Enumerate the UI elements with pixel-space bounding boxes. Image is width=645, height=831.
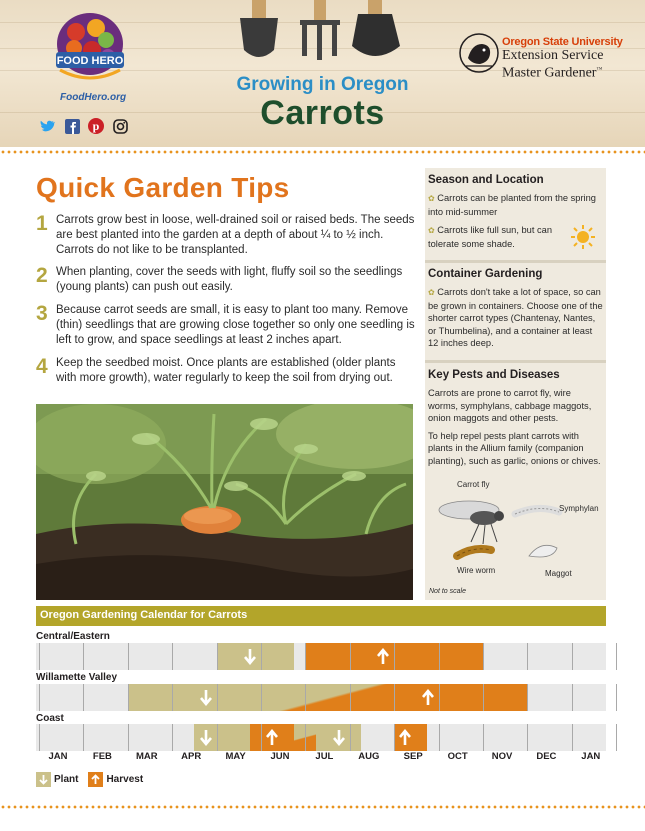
sun-icon [570, 224, 596, 250]
month-divider [39, 643, 40, 670]
season-bullet: ✿ Carrots like full sun, but can tolerate some shade. [428, 225, 553, 249]
month-label: NOV [491, 751, 513, 762]
tip-number: 4 [36, 355, 48, 378]
month-label: JUN [270, 751, 290, 762]
pests-companion-text: To help repel pests plant carrots with plants in the Allium family (companion planting), such as garlic, onions or chives. [428, 430, 601, 466]
header-subtitle: Growing in Oregon [236, 74, 409, 95]
star-icon: ✿ [428, 194, 435, 203]
month-divider [572, 643, 573, 670]
month-divider [572, 684, 573, 711]
calendar-title: Oregon Gardening Calendar for Carrots [40, 609, 248, 621]
osu-extension: Extension Service [502, 48, 604, 63]
month-divider [527, 724, 528, 751]
osu-master-gardener: Master Gardener™ [502, 65, 603, 81]
harvest-arrow-icon [264, 729, 280, 746]
month-divider [305, 643, 306, 670]
month-label: OCT [447, 751, 468, 762]
month-divider [483, 643, 484, 670]
plant-arrow-icon [198, 689, 214, 706]
month-divider [572, 724, 573, 751]
month-divider [616, 684, 617, 711]
pinterest-icon[interactable] [88, 118, 104, 134]
osu-beaver-logo[interactable] [458, 30, 500, 76]
month-label: JAN [581, 751, 601, 762]
carrot-plants-photo [36, 404, 413, 600]
month-label: MAY [225, 751, 246, 762]
tip-text: When planting, cover the seeds with light, fluffy soil so the seedlings (young plants) can push out easily. [56, 266, 403, 293]
month-divider [305, 724, 306, 751]
tip-text: Keep the seedbed moist. Once plants are established (older plants with more growth), water regularly to keep the soil from drying out. [56, 357, 396, 384]
tip-item [36, 356, 416, 386]
month-divider [261, 724, 262, 751]
month-divider [439, 643, 440, 670]
calendar-row-coast [36, 724, 606, 751]
plant-harvest-overlap [272, 684, 394, 711]
tip-number: 2 [36, 264, 48, 287]
month-divider [527, 684, 528, 711]
pests-heading: Key Pests and Diseases [428, 369, 560, 381]
page-title: Carrots [260, 94, 385, 132]
month-label: JAN [48, 751, 68, 762]
season-bullet: ✿ Carrots can be planted from the spring into mid-summer [428, 193, 596, 217]
sidebar-divider [425, 360, 606, 363]
month-divider [394, 643, 395, 670]
plant-legend-icon [36, 772, 51, 787]
sidebar-panel [425, 168, 606, 600]
calendar-row-central-eastern [36, 643, 606, 670]
month-divider [172, 684, 173, 711]
star-icon: ✿ [428, 226, 435, 235]
month-divider [616, 643, 617, 670]
month-divider [39, 684, 40, 711]
calendar-legend [36, 772, 143, 787]
pests-text: Carrots are prone to carrot fly, wire worms, symphylans, cabbage maggots, onion maggots and other pests. [428, 388, 592, 423]
season-heading: Season and Location [428, 174, 544, 186]
calendar-header [36, 606, 606, 626]
food-hero-logo[interactable] [40, 10, 140, 90]
month-divider [39, 724, 40, 751]
tip-text: Carrots grow best in loose, well-drained soil or raised beds. The seeds are best planted into the garden at a depth of about ¼ to ½ inch. Carrots do not like to be transplanted. [56, 214, 415, 256]
container-section [425, 268, 606, 350]
month-divider [439, 724, 440, 751]
month-divider [172, 724, 173, 751]
tip-item [36, 265, 416, 295]
pests-section [425, 369, 606, 467]
month-divider [483, 724, 484, 751]
month-divider [128, 684, 129, 711]
harvest-arrow-icon [375, 648, 391, 665]
dotted-divider-bottom [0, 805, 645, 809]
month-divider [261, 643, 262, 670]
month-divider [128, 724, 129, 751]
tip-item [36, 303, 416, 348]
symphylan-label: Symphylan [559, 504, 599, 513]
month-divider [483, 684, 484, 711]
harvest-arrow-icon [397, 729, 413, 746]
month-divider [527, 643, 528, 670]
month-divider [261, 684, 262, 711]
pests-illustration [429, 484, 605, 584]
facebook-icon[interactable] [64, 118, 80, 134]
food-hero-url[interactable]: FoodHero.org [60, 92, 127, 103]
month-divider [83, 724, 84, 751]
month-divider [616, 724, 617, 751]
month-divider [83, 643, 84, 670]
month-divider [217, 643, 218, 670]
month-label: SEP [403, 751, 423, 762]
region-label: Willamette Valley [36, 672, 118, 683]
garden-tools-image [210, 0, 430, 70]
month-divider [305, 684, 306, 711]
container-text: ✿ Carrots don't take a lot of space, so can be grown in containers. Choose one of the shorter carrot types (Chantenay, Nantes, or Thumbelina), and a container at least 12 inches deep. [428, 287, 603, 348]
plant-arrow-icon [331, 729, 347, 746]
page-header [0, 0, 645, 147]
tip-number: 3 [36, 302, 48, 325]
region-label: Central/Eastern [36, 631, 110, 642]
tip-text: Because carrot seeds are small, it is easy to plant too many. Remove (thin) seedlings that are growing close together so only one seedling is left to grow, and space seedlings at least 2 inches apart. [56, 304, 415, 346]
osu-wordmark[interactable] [502, 36, 623, 81]
quick-tips-heading: Quick Garden Tips [36, 172, 290, 203]
month-label: AUG [358, 751, 380, 762]
plant-arrow-icon [242, 648, 258, 665]
maggot-label: Maggot [545, 569, 572, 578]
harvest-period [394, 684, 527, 711]
container-heading: Container Gardening [428, 268, 543, 280]
month-label: FEB [92, 751, 112, 762]
tip-number: 1 [36, 212, 48, 235]
harvest-arrow-icon [420, 689, 436, 706]
month-divider [217, 684, 218, 711]
tip-item [36, 213, 416, 258]
month-label: JUL [315, 751, 334, 762]
month-label: DEC [536, 751, 557, 762]
harvest-legend-icon [88, 772, 103, 787]
twitter-icon[interactable] [40, 118, 56, 134]
month-divider [350, 684, 351, 711]
month-divider [350, 724, 351, 751]
star-icon: ✿ [428, 288, 435, 297]
svg-text:p: p [92, 119, 100, 133]
month-divider [217, 724, 218, 751]
region-label: Coast [36, 713, 64, 724]
carrot-fly-label: Carrot fly [457, 480, 490, 489]
plant-arrow-icon [198, 729, 214, 746]
month-divider [172, 643, 173, 670]
month-label: MAR [135, 751, 158, 762]
plant-legend-label: Plant [54, 774, 79, 785]
not-to-scale-note: Not to scale [429, 588, 466, 595]
month-divider [394, 724, 395, 751]
month-divider [439, 684, 440, 711]
month-divider [83, 684, 84, 711]
calendar-row-willamette-valley [36, 684, 606, 711]
month-divider [394, 684, 395, 711]
harvest-legend-label: Harvest [106, 774, 144, 785]
month-label: APR [181, 751, 202, 762]
osu-university: Oregon State University [502, 36, 623, 48]
wire-worm-label: Wire worm [457, 566, 496, 575]
sidebar-divider [425, 260, 606, 263]
month-divider [128, 643, 129, 670]
month-divider [350, 643, 351, 670]
instagram-icon[interactable] [112, 118, 128, 134]
dotted-divider-top [0, 150, 645, 154]
logo-text: FOOD HERO [56, 55, 124, 67]
social-links [40, 118, 128, 134]
